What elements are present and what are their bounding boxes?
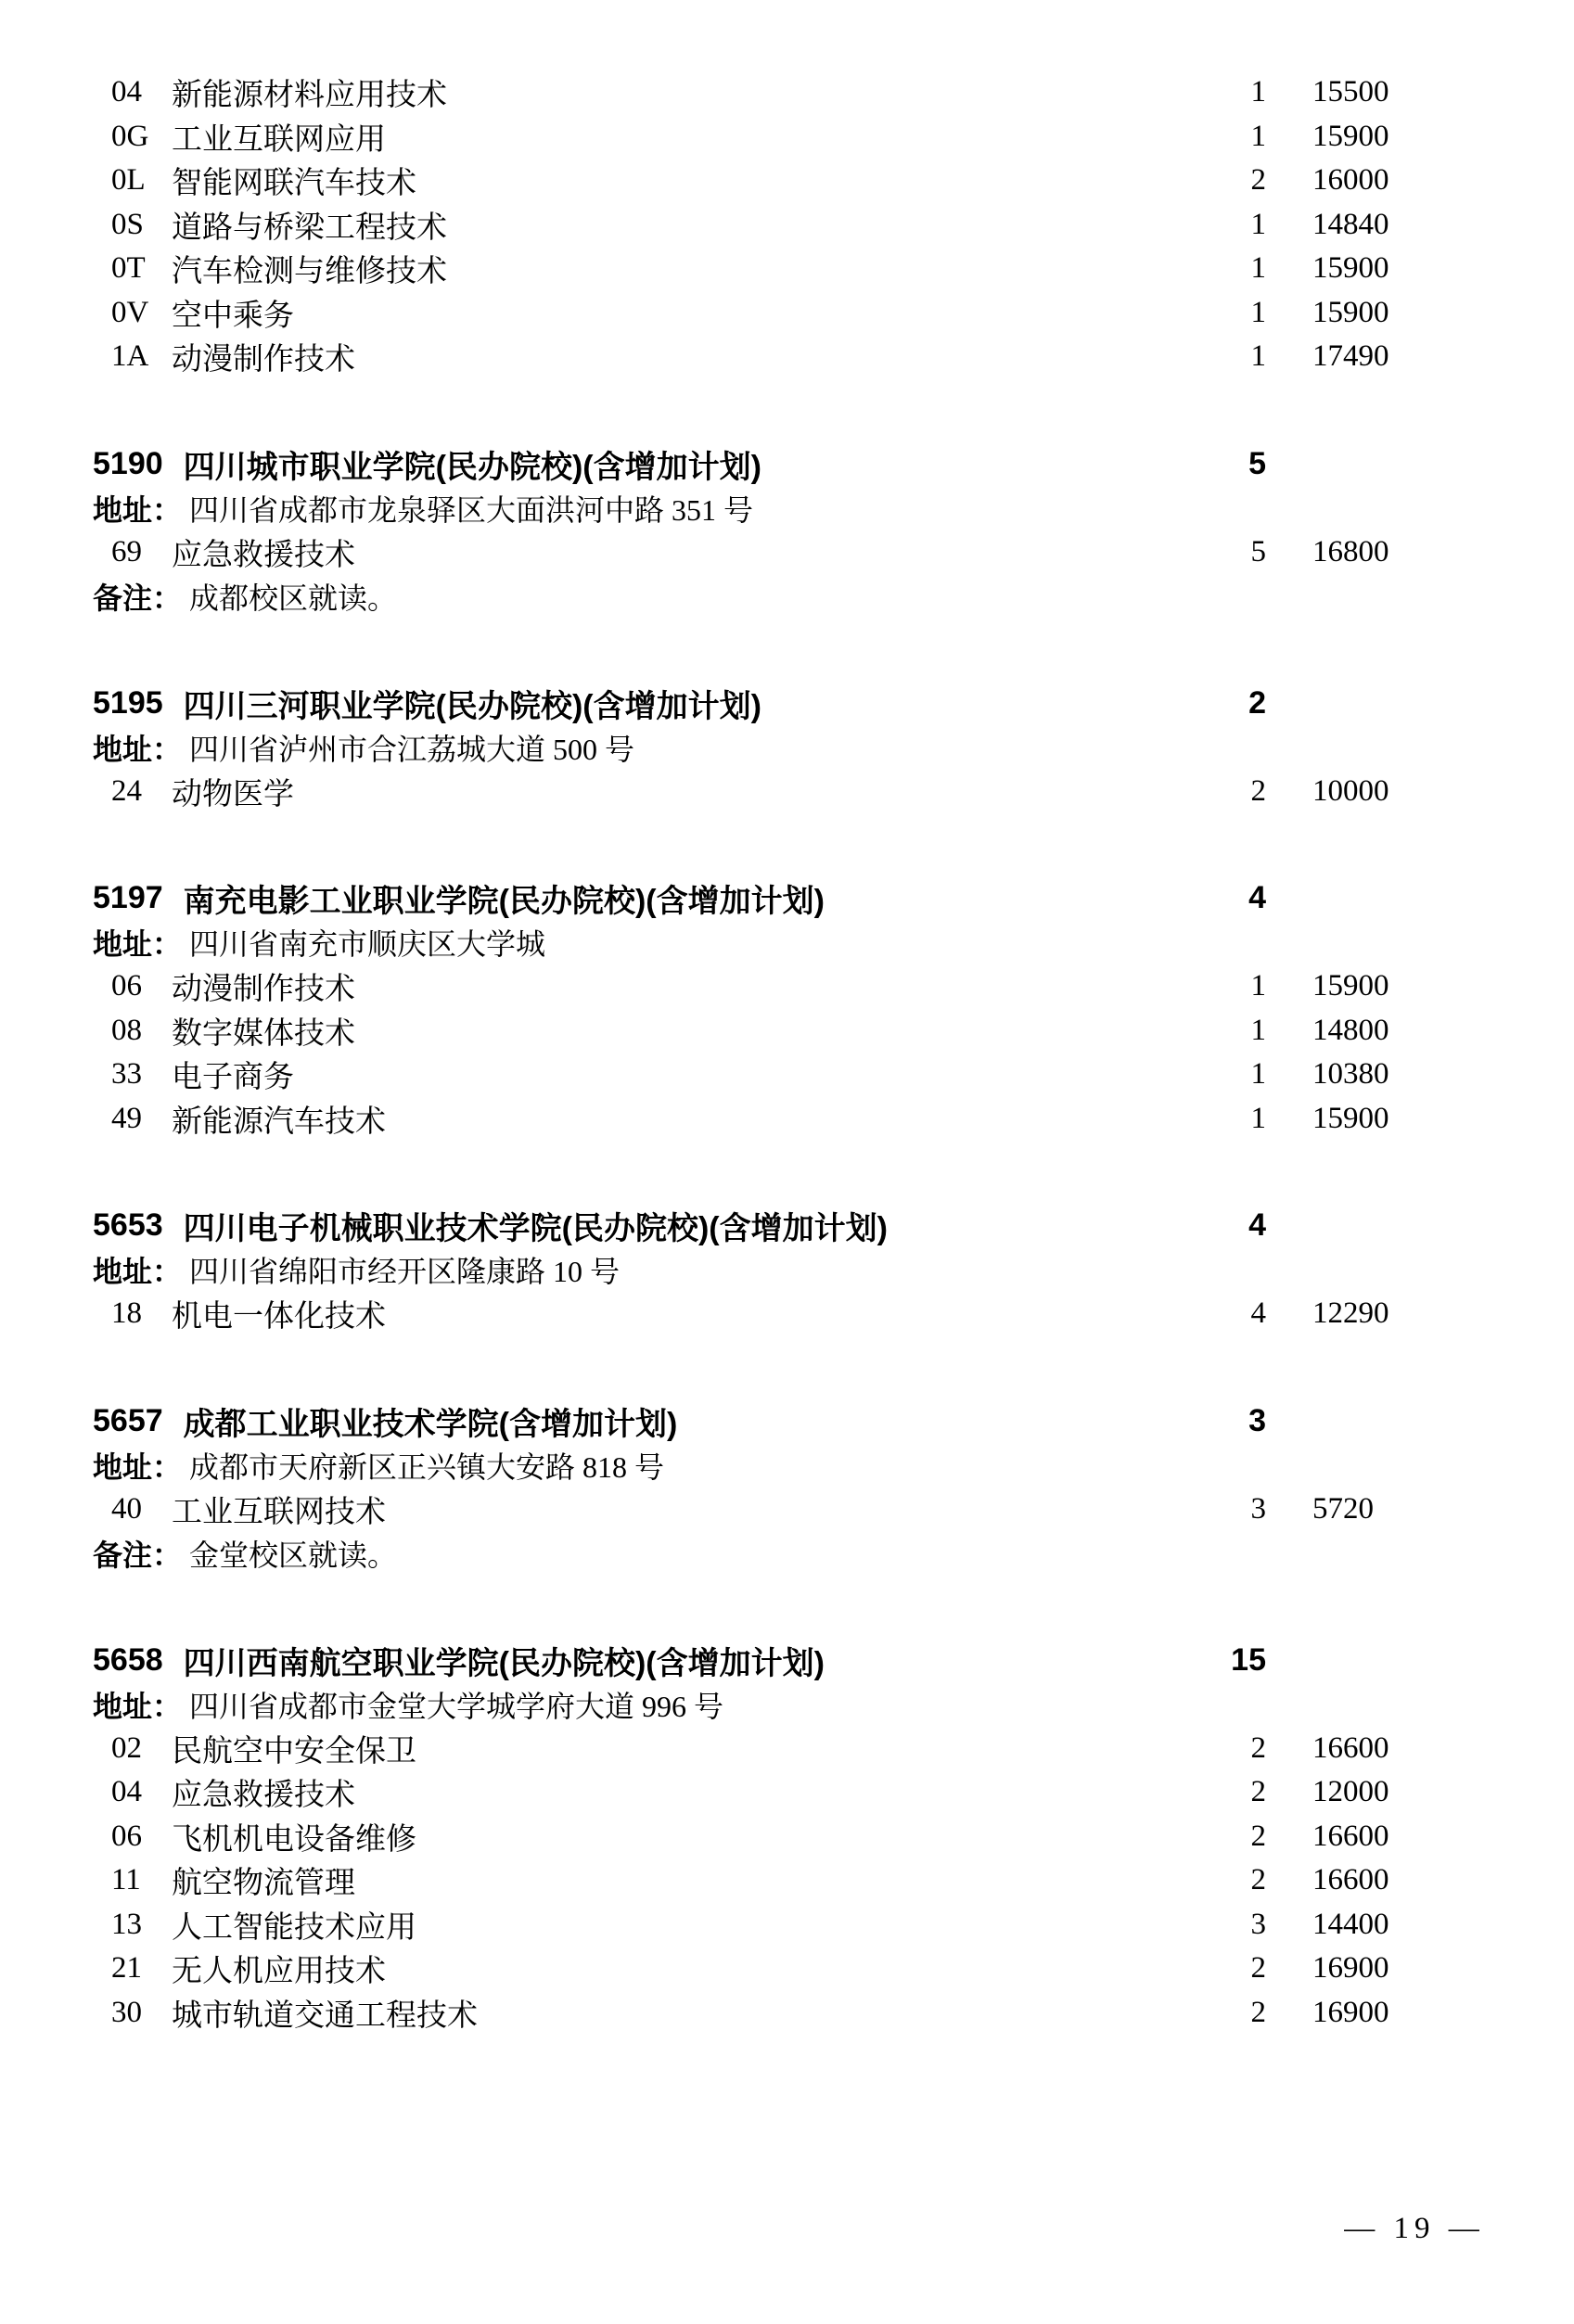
college-name: 四川西南航空职业学院(民办院校)(含增加计划) bbox=[183, 1645, 825, 1681]
college-plan-count: 5 bbox=[1248, 445, 1266, 481]
major-name: 机电一体化技术 bbox=[172, 1300, 386, 1334]
major-row bbox=[93, 1947, 1401, 1991]
section-header bbox=[93, 1639, 1401, 1683]
major-fee: 5720 bbox=[1312, 1491, 1374, 1526]
college-plan-count: 15 bbox=[1231, 1641, 1266, 1678]
major-row bbox=[93, 1903, 1401, 1947]
section-header bbox=[93, 1399, 1401, 1444]
major-row bbox=[93, 335, 1401, 379]
major-count: 2 bbox=[1250, 773, 1266, 808]
major-count: 2 bbox=[1250, 1730, 1266, 1765]
major-name: 工业互联网应用 bbox=[172, 122, 386, 157]
address-row bbox=[93, 1682, 1401, 1727]
major-count: 5 bbox=[1250, 534, 1266, 568]
major-row bbox=[93, 1097, 1401, 1142]
major-fee: 15500 bbox=[1312, 75, 1389, 109]
major-count: 1 bbox=[1250, 251, 1266, 286]
college-name: 四川三河职业学院(民办院校)(含增加计划) bbox=[183, 688, 761, 724]
major-code: 08 bbox=[111, 1013, 142, 1047]
major-code: 0T bbox=[111, 251, 146, 286]
note-label: 备注： bbox=[93, 1538, 183, 1572]
major-row bbox=[93, 247, 1401, 291]
major-name: 城市轨道交通工程技术 bbox=[172, 1998, 478, 2033]
major-code: 40 bbox=[111, 1491, 142, 1526]
address-label: 地址： bbox=[93, 492, 183, 527]
college-code: 5658 bbox=[93, 1641, 163, 1678]
major-row bbox=[93, 1991, 1401, 2036]
note-text: 成都校区就读。 bbox=[189, 581, 398, 615]
major-fee: 16600 bbox=[1312, 1863, 1389, 1897]
major-name: 应急救援技术 bbox=[172, 1779, 355, 1813]
major-count: 2 bbox=[1250, 1995, 1266, 2029]
major-row bbox=[93, 1009, 1401, 1053]
section-header bbox=[93, 682, 1401, 726]
page-number: — 19 — bbox=[1344, 2212, 1485, 2245]
major-row bbox=[93, 115, 1401, 160]
major-count: 1 bbox=[1250, 1057, 1266, 1092]
major-count: 1 bbox=[1250, 295, 1266, 329]
note-row bbox=[93, 574, 1401, 619]
major-code: 0S bbox=[111, 207, 144, 241]
college-name: 南充电影工业职业学院(民办院校)(含增加计划) bbox=[183, 884, 825, 920]
major-row bbox=[93, 1815, 1401, 1859]
college-code: 5653 bbox=[93, 1207, 163, 1244]
major-count: 1 bbox=[1250, 75, 1266, 109]
section-header bbox=[93, 876, 1401, 921]
major-name: 动漫制作技术 bbox=[172, 343, 355, 377]
address-row bbox=[93, 486, 1401, 530]
major-name: 人工智能技术应用 bbox=[172, 1910, 416, 1945]
major-code: 1A bbox=[111, 339, 149, 374]
address-row bbox=[93, 1443, 1401, 1488]
address-text: 四川省泸州市合江荔城大道 500 号 bbox=[189, 732, 635, 766]
major-code: 0L bbox=[111, 163, 146, 198]
major-name: 应急救援技术 bbox=[172, 538, 355, 572]
major-row bbox=[93, 1727, 1401, 1771]
major-code: 02 bbox=[111, 1730, 142, 1765]
major-fee: 15900 bbox=[1312, 251, 1389, 286]
major-count: 1 bbox=[1250, 119, 1266, 153]
major-fee: 15900 bbox=[1312, 119, 1389, 153]
admission-plan-list bbox=[93, 70, 1401, 2035]
major-name: 电子商务 bbox=[172, 1061, 294, 1095]
college-plan-count: 4 bbox=[1248, 880, 1266, 916]
major-row bbox=[93, 1770, 1401, 1815]
major-count: 4 bbox=[1250, 1296, 1266, 1331]
major-fee: 10000 bbox=[1312, 773, 1389, 808]
major-count: 3 bbox=[1250, 1907, 1266, 1941]
major-name: 动物医学 bbox=[172, 777, 294, 811]
section-header bbox=[93, 442, 1401, 487]
major-name: 数字媒体技术 bbox=[172, 1016, 355, 1051]
major-row bbox=[93, 1292, 1401, 1336]
major-code: 13 bbox=[111, 1907, 142, 1941]
address-text: 四川省南充市顺庆区大学城 bbox=[189, 927, 546, 962]
college-code: 5190 bbox=[93, 445, 163, 481]
major-fee: 16600 bbox=[1312, 1730, 1389, 1765]
major-row bbox=[93, 291, 1401, 336]
major-code: 0V bbox=[111, 295, 149, 329]
college-plan-count: 3 bbox=[1248, 1402, 1266, 1438]
address-label: 地址： bbox=[93, 1689, 183, 1723]
section-header bbox=[93, 1204, 1401, 1248]
note-row bbox=[93, 1531, 1401, 1576]
college-name: 四川电子机械职业技术学院(民办院校)(含增加计划) bbox=[183, 1211, 888, 1247]
major-fee: 12000 bbox=[1312, 1775, 1389, 1809]
major-code: 18 bbox=[111, 1296, 142, 1331]
major-code: 11 bbox=[111, 1863, 141, 1897]
major-fee: 15900 bbox=[1312, 295, 1389, 329]
major-name: 无人机应用技术 bbox=[172, 1955, 386, 1989]
address-text: 四川省绵阳市经开区隆康路 10 号 bbox=[189, 1255, 621, 1289]
college-section bbox=[93, 1399, 1401, 1576]
college-section bbox=[93, 442, 1401, 619]
college-name: 成都工业职业技术学院(含增加计划) bbox=[183, 1406, 678, 1442]
major-name: 动漫制作技术 bbox=[172, 973, 355, 1007]
major-row bbox=[93, 530, 1401, 575]
major-fee: 17490 bbox=[1312, 339, 1389, 374]
major-code: 06 bbox=[111, 969, 142, 1003]
major-fee: 16000 bbox=[1312, 163, 1389, 198]
address-row bbox=[93, 1248, 1401, 1293]
major-count: 1 bbox=[1250, 1101, 1266, 1135]
major-code: 24 bbox=[111, 773, 142, 808]
major-name: 飞机机电设备维修 bbox=[172, 1822, 416, 1857]
major-count: 1 bbox=[1250, 339, 1266, 374]
address-row bbox=[93, 725, 1401, 770]
major-fee: 14840 bbox=[1312, 207, 1389, 241]
major-count: 2 bbox=[1250, 1951, 1266, 1986]
major-fee: 10380 bbox=[1312, 1057, 1389, 1092]
college-code: 5657 bbox=[93, 1402, 163, 1438]
major-row bbox=[93, 70, 1401, 115]
major-code: 33 bbox=[111, 1057, 142, 1092]
address-text: 四川省成都市金堂大学城学府大道 996 号 bbox=[189, 1689, 724, 1723]
college-section bbox=[93, 682, 1401, 814]
major-row bbox=[93, 964, 1401, 1009]
major-fee: 14800 bbox=[1312, 1013, 1389, 1047]
major-fee: 14400 bbox=[1312, 1907, 1389, 1941]
major-count: 1 bbox=[1250, 969, 1266, 1003]
major-code: 06 bbox=[111, 1819, 142, 1853]
college-code: 5197 bbox=[93, 880, 163, 916]
major-row bbox=[93, 203, 1401, 248]
major-name: 新能源汽车技术 bbox=[172, 1105, 386, 1139]
major-name: 道路与桥梁工程技术 bbox=[172, 211, 447, 245]
address-text: 四川省成都市龙泉驿区大面洪河中路 351 号 bbox=[189, 492, 754, 527]
major-name: 汽车检测与维修技术 bbox=[172, 255, 447, 289]
note-label: 备注： bbox=[93, 581, 183, 615]
note-text: 金堂校区就读。 bbox=[189, 1538, 398, 1572]
college-section bbox=[93, 876, 1401, 1141]
major-row bbox=[93, 1488, 1401, 1532]
major-count: 2 bbox=[1250, 1819, 1266, 1853]
major-count: 1 bbox=[1250, 1013, 1266, 1047]
college-plan-count: 2 bbox=[1248, 684, 1266, 721]
major-row bbox=[93, 1053, 1401, 1097]
major-name: 民航空中安全保卫 bbox=[172, 1734, 416, 1769]
major-row bbox=[93, 1858, 1401, 1903]
address-label: 地址： bbox=[93, 1449, 183, 1484]
address-row bbox=[93, 921, 1401, 965]
major-code: 0G bbox=[111, 119, 149, 153]
major-fee: 16900 bbox=[1312, 1995, 1389, 2029]
major-count: 2 bbox=[1250, 1863, 1266, 1897]
address-label: 地址： bbox=[93, 732, 183, 766]
major-code: 04 bbox=[111, 75, 142, 109]
major-fee: 16800 bbox=[1312, 534, 1389, 568]
college-code: 5195 bbox=[93, 684, 163, 721]
major-count: 2 bbox=[1250, 163, 1266, 198]
major-code: 21 bbox=[111, 1951, 142, 1986]
major-name: 航空物流管理 bbox=[172, 1867, 355, 1901]
major-row bbox=[93, 159, 1401, 203]
college-plan-count: 4 bbox=[1248, 1207, 1266, 1244]
major-fee: 15900 bbox=[1312, 1101, 1389, 1135]
major-name: 工业互联网技术 bbox=[172, 1495, 386, 1529]
major-fee: 12290 bbox=[1312, 1296, 1389, 1331]
address-label: 地址： bbox=[93, 1255, 183, 1289]
address-text: 成都市天府新区正兴镇大安路 818 号 bbox=[189, 1449, 665, 1484]
major-code: 30 bbox=[111, 1995, 142, 2029]
major-code: 69 bbox=[111, 534, 142, 568]
college-name: 四川城市职业学院(民办院校)(含增加计划) bbox=[183, 449, 761, 485]
major-count: 2 bbox=[1250, 1775, 1266, 1809]
major-code: 04 bbox=[111, 1775, 142, 1809]
major-count: 1 bbox=[1250, 207, 1266, 241]
major-fee: 16900 bbox=[1312, 1951, 1389, 1986]
college-section bbox=[93, 1204, 1401, 1336]
major-name: 智能网联汽车技术 bbox=[172, 167, 416, 201]
major-fee: 15900 bbox=[1312, 969, 1389, 1003]
major-count: 3 bbox=[1250, 1491, 1266, 1526]
address-label: 地址： bbox=[93, 927, 183, 962]
major-code: 49 bbox=[111, 1101, 142, 1135]
major-name: 新能源材料应用技术 bbox=[172, 79, 447, 113]
major-fee: 16600 bbox=[1312, 1819, 1389, 1853]
college-section bbox=[93, 1639, 1401, 2036]
major-name: 空中乘务 bbox=[172, 299, 294, 333]
major-row bbox=[93, 770, 1401, 814]
